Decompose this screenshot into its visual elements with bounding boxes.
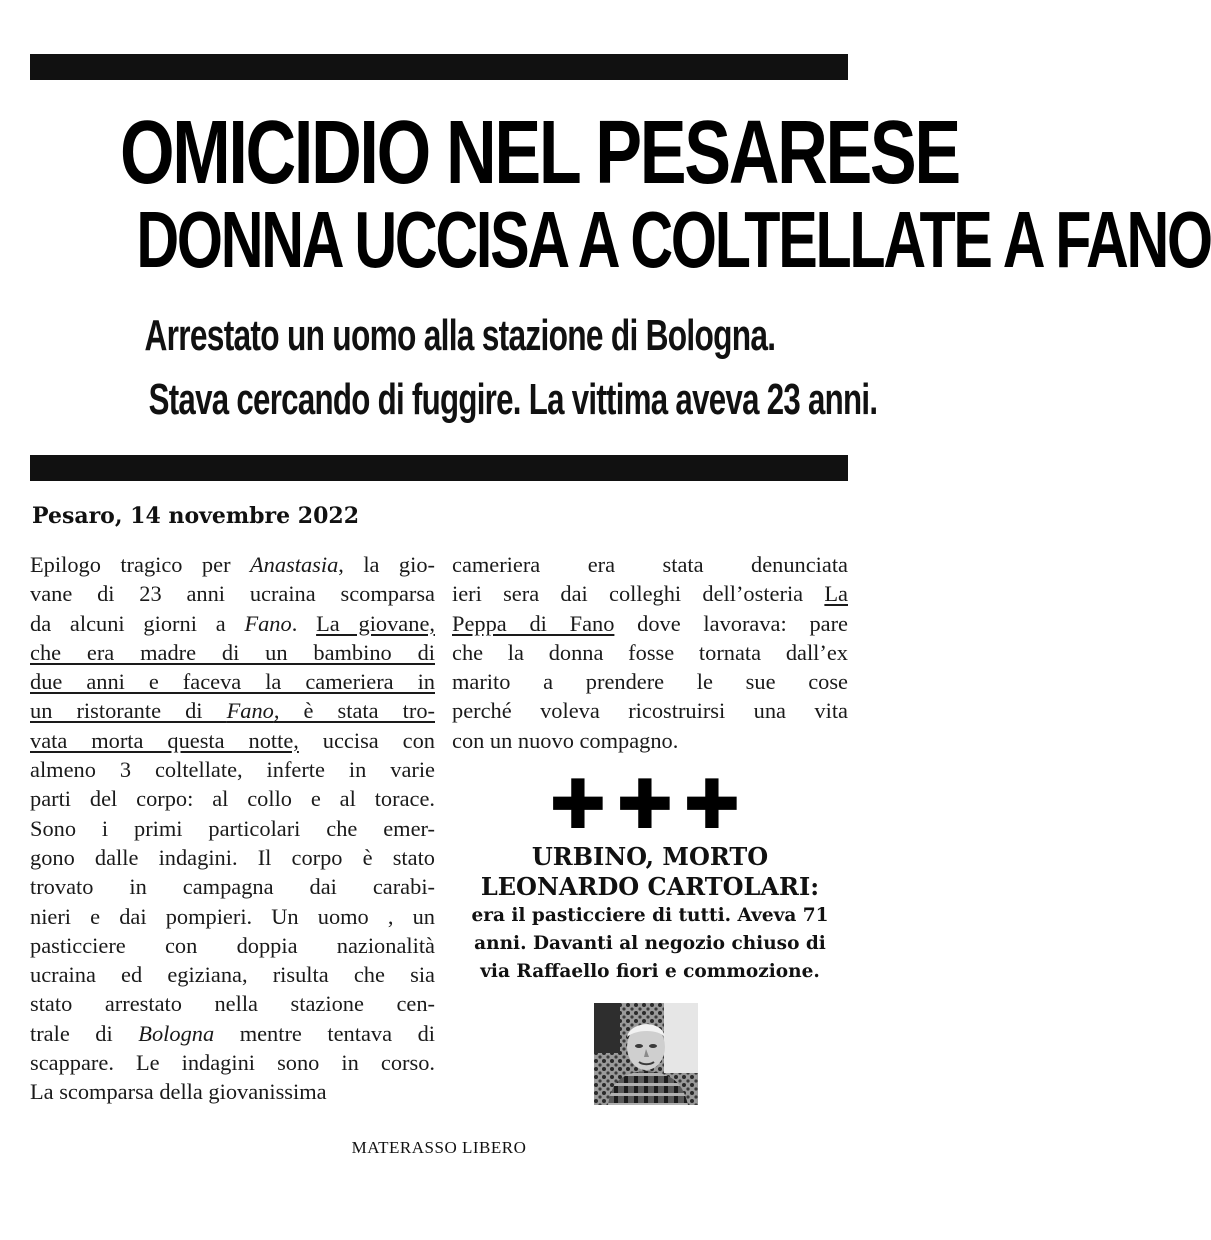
deck-line-2: Stava cercando di fuggire. La vittima aveva 23 anni. [148, 375, 878, 424]
dateline: Pesaro, 14 novembre 2022 [32, 503, 360, 529]
obituary-body-line-2: anni. Davanti al negozio chiuso di [474, 933, 826, 954]
article-line: La scomparsa della giovanissima [30, 1079, 327, 1105]
article-line: che la donna fosse tornata dall’ex [452, 639, 848, 665]
obituary-title [452, 842, 848, 902]
article-line: con un nuovo compagno. [452, 727, 679, 753]
article-line: che era madre di un bambino di [30, 639, 435, 665]
article-line: pasticciere con doppia nazionalità [30, 932, 435, 958]
obituary-body-line-1: era il pasticciere di tutti. Aveva 71 [471, 905, 829, 926]
bottom-rule [30, 455, 848, 481]
article-line: cameriera era stata denunciata [452, 552, 848, 577]
article-line: Peppa di Fano dove lavorava: pare [452, 610, 848, 636]
top-rule [30, 54, 848, 80]
article-column-1 [30, 550, 435, 1107]
obituary-body-line-3: via Raffaello fiori e commozione. [480, 961, 820, 982]
article-line: marito a prendere le sue cose [452, 669, 848, 695]
article-line: trovato in campagna dai carabi- [30, 874, 435, 900]
article-line: Sono i primi particolari che emer- [30, 815, 435, 841]
article-line: un ristorante di Fano, è stata tro- [30, 698, 435, 724]
article-line: vata morta questa notte, uccisa con [30, 727, 435, 753]
deck-line-1: Arrestato un uomo alla stazione di Bologna. [144, 311, 776, 360]
obituary-title-line-2: LEONARDO CARTOLARI: [480, 872, 820, 901]
article-line: due anni e faceva la cameriera in [30, 669, 435, 695]
portrait-photo [594, 1003, 698, 1105]
article-line: parti del corpo: al collo e al torace. [30, 786, 435, 812]
obituary-title-line-1: URBINO, MORTO [531, 842, 769, 871]
article-line: da alcuni giorni a Fano. La giovane, [30, 610, 435, 636]
article-line: almeno 3 coltellate, inferte in varie [30, 757, 435, 783]
article-line: nieri e dai pompieri. Un uomo , un [30, 903, 435, 929]
headline-line-2: DONNA UCCISA A COLTELLATE A FANO [136, 195, 1211, 284]
article-line: Epilogo tragico per Anastasia, la gio- [30, 552, 435, 577]
article-line: perché voleva ricostruirsi una vita [452, 698, 848, 724]
headline-line-1: OMICIDIO NEL PESARESE [119, 103, 959, 203]
article-line: gono dalle indagini. Il corpo è stato [30, 844, 435, 870]
obituary-body [452, 902, 848, 986]
article-line: trale di Bologna mentre tentava di [30, 1020, 435, 1046]
article-column-2 [452, 550, 848, 755]
crosses-icon: ✚✚✚ [549, 766, 751, 845]
article-line: scappare. Le indagini sono in corso. [30, 1050, 435, 1076]
footer-masthead: MATERASSO LIBERO [351, 1138, 527, 1157]
article-line: vane di 23 anni ucraina scomparsa [30, 581, 435, 607]
article-line: ucraina ed egiziana, risulta che sia [30, 962, 435, 988]
article-line: stato arrestato nella stazione cen- [30, 991, 435, 1017]
portrait-image [594, 1003, 698, 1105]
article-line: ieri sera dai colleghi dell’osteria La [452, 581, 848, 607]
